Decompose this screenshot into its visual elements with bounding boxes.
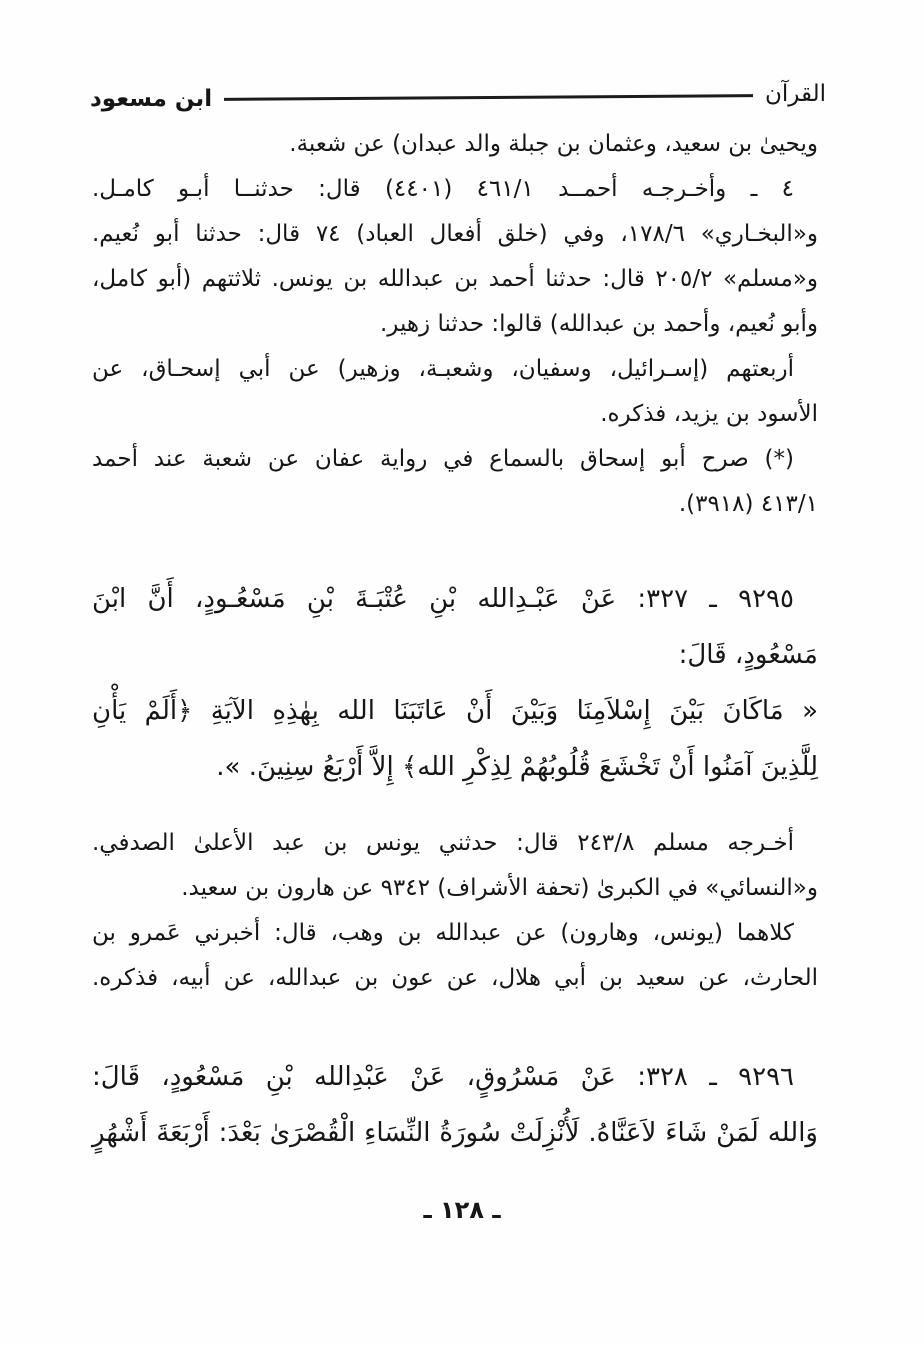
footnote-line: (*) صرح أبو إسحاق بالسماع في رواية عفان عن شعبة عند أحمد bbox=[92, 446, 794, 472]
hadith-number-sanad-line: ٩٢٩٥ ـ ٣٢٧: عَنْ عَبْـدِالله بْنِ عُتْبَـةَ بْنِ مَسْعُـودٍ، أَنَّ ابْنَ bbox=[92, 584, 794, 614]
isnad-summary-line: الأسود بن يزيد، فذكره. bbox=[600, 401, 818, 427]
hadith-matn-line: لِلَّذِينَ آمَنُوا أَنْ تَخْشَعَ قُلُوبُهُمْ لِذِكْرِ الله﴾ إِلاَّ أَرْبَعُ سِنِينَ. ». bbox=[216, 752, 818, 782]
takhrij-line: وأبو نُعيم، وأحمد بن عبدالله) قالوا: حدثنا زهير. bbox=[379, 311, 818, 337]
hadith-sanad-line: مَسْعُودٍ، قَالَ: bbox=[678, 640, 818, 670]
hadith-number-sanad-line: ٩٢٩٦ ـ ٣٢٨: عَنْ مَسْرُوقٍ، عَنْ عَبْدِالله بْنِ مَسْعُودٍ، قَالَ: bbox=[92, 1062, 795, 1092]
isnad-summary-line: كلاهما (يونس، وهارون) عن عبدالله بن وهب، قال: أخبرني عَمرو بن bbox=[92, 920, 794, 946]
page-footer bbox=[0, 1196, 924, 1224]
hadith-matn-line: وَالله لَمَنْ شَاءَ لاَعَنَّاهُ. لَأُنْزِلَتْ سُورَةُ النِّسَاءِ الْقُصْرَىٰ بَعْدَ: أَرْبَعَةَ أَشْهُرٍ bbox=[92, 1118, 818, 1148]
hadith-matn-line: « مَاكَانَ بَيْنَ إِسْلاَمِنَا وَبَيْنَ أَنْ عَاتَبَنَا الله بِهٰذِهِ الآيَةِ ﴿أَلَمْ يَأْنِ bbox=[92, 696, 818, 726]
takhrij-line: و«مسلم» ٢٠٥/٢ قال: حدثنا أحمد بن عبدالله بن يونس. ثلاثتهم (أبو كامل، bbox=[92, 266, 818, 292]
footnote-line: ٤١٣/١ (٣٩١٨). bbox=[678, 491, 818, 517]
isnad-summary-line: أربعتهم (إسـرائيل، وسفيان، وشعبـة، وزهير) عن أبي إسحـاق، عن bbox=[92, 356, 794, 382]
header-rule bbox=[224, 94, 753, 101]
page-number: ـ ١٢٨ ـ bbox=[423, 1196, 501, 1224]
header-chapter-title: ابن مسعود bbox=[90, 86, 213, 112]
header-book-title: القرآن bbox=[764, 81, 826, 107]
takhrij-line: ٤ ـ وأخـرجـه أحمــد ٤٦١/١ (٤٤٠١) قال: حدثنــا أبـو كامـل. bbox=[92, 176, 794, 202]
isnad-summary-line: الحارث، عن سعيد بن أبي هلال، عن عون بن عبدالله، عن أبيه، فذكره. bbox=[92, 965, 818, 991]
takhrij-line: و«النسائي» في الكبرىٰ (تحفة الأشراف) ٩٣٤٢ عن هارون بن سعيد. bbox=[181, 875, 818, 901]
page-body bbox=[92, 122, 818, 1161]
takhrij-line: أخـرجه مسلم ٢٤٣/٨ قال: حدثني يونس بن عبد الأعلىٰ الصدفي. bbox=[92, 830, 794, 856]
isnad-continuation-line: ويحيىٰ بن سعيد، وعثمان بن جبلة والد عبدان) عن شعبة. bbox=[289, 131, 818, 157]
running-header bbox=[90, 74, 826, 114]
takhrij-line: و«البخـاري» ١٧٨/٦، وفي (خلق أفعال العباد) ٧٤ قال: حدثنا أبو نُعيم. bbox=[92, 221, 819, 247]
